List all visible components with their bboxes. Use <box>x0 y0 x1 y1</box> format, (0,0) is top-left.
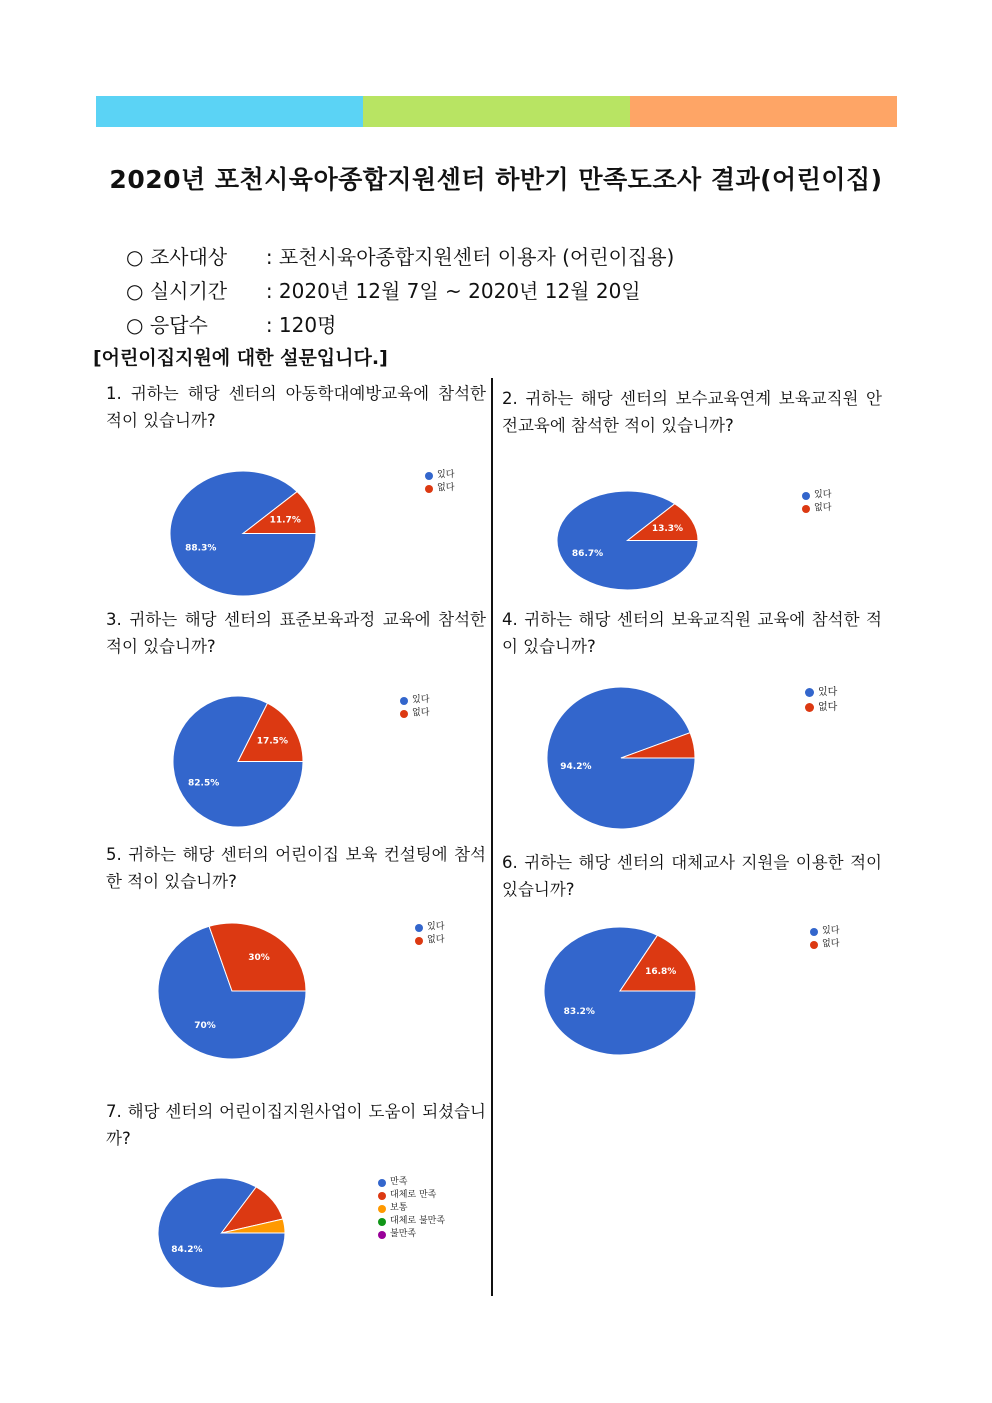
question-text: 6. 귀하는 해당 센터의 대체교사 지원을 이용한 적이 있습니까? <box>502 853 882 899</box>
info-label: 조사대상 <box>149 245 228 269</box>
legend-swatch <box>802 505 810 513</box>
header-color-bar <box>96 96 897 127</box>
legend-item <box>810 925 839 938</box>
legend-label: 있다 <box>427 922 445 932</box>
legend-item <box>802 502 831 515</box>
legend-item <box>378 1189 445 1202</box>
legend-item <box>425 482 454 495</box>
legend-item <box>415 934 444 947</box>
legend-6 <box>810 925 839 951</box>
legend-swatch <box>400 710 408 718</box>
legend-3 <box>400 694 429 720</box>
legend-swatch <box>805 688 814 697</box>
pie-data-label: 11.7% <box>269 515 301 526</box>
legend-swatch <box>400 697 408 705</box>
question-2 <box>502 385 882 439</box>
legend-label: 보통 <box>390 1203 408 1213</box>
question-text: 2. 귀하는 해당 센터의 보수교육연계 보육교직원 안전교육에 참석한 적이 있습니까? <box>502 389 882 435</box>
legend-swatch <box>425 485 433 493</box>
question-4 <box>502 606 882 660</box>
pie-chart-6 <box>544 927 696 1055</box>
legend-label: 있다 <box>818 687 838 698</box>
question-text: 5. 귀하는 해당 센터의 어린이집 보육 컨설팅에 참석한 적이 있습니까? <box>106 845 486 891</box>
pie-data-label: 88.3% <box>185 543 217 554</box>
info-value: 포천시육아종합지원센터 이용자 (어린이집용) <box>278 245 675 269</box>
pie-data-label: 86.7% <box>571 548 604 559</box>
pie-data-label: 30% <box>248 952 270 963</box>
legend-label: 있다 <box>822 926 840 936</box>
legend-label: 불만족 <box>390 1229 417 1239</box>
section-heading: [어린이집지원에 대한 설문입니다.] <box>93 347 388 369</box>
legend-item <box>805 685 837 700</box>
question-5 <box>106 841 486 895</box>
legend-item <box>802 489 831 502</box>
legend-item <box>378 1176 445 1189</box>
question-6 <box>502 849 882 903</box>
bullet: ○ <box>126 279 144 303</box>
bullet: ○ <box>126 245 144 269</box>
legend-swatch <box>415 924 423 932</box>
legend-swatch <box>810 941 818 949</box>
pie-data-label: 13.3% <box>651 524 684 535</box>
pie-data-label: 17.5% <box>256 736 288 747</box>
question-7 <box>106 1098 486 1152</box>
legend-label: 있다 <box>412 695 430 705</box>
header-bar-cyan <box>96 96 363 127</box>
legend-item <box>400 694 429 707</box>
bullet: ○ <box>126 313 144 337</box>
info-sep: : <box>265 313 273 337</box>
question-text: 4. 귀하는 해당 센터의 보육교직원 교육에 참석한 적이 있습니까? <box>502 610 882 656</box>
info-label: 응답수 <box>149 313 208 337</box>
legend-label: 대체로 만족 <box>390 1190 437 1200</box>
legend-label: 만족 <box>390 1177 408 1187</box>
pie-data-label: 84.2% <box>171 1245 203 1256</box>
legend-item <box>805 700 837 715</box>
legend-item <box>378 1228 445 1241</box>
pie-chart-7 <box>158 1178 285 1288</box>
survey-period-row <box>126 274 674 308</box>
legend-5 <box>415 921 444 947</box>
pie-data-label: 94.2% <box>560 761 592 772</box>
legend-swatch <box>810 928 818 936</box>
legend-label: 있다 <box>814 490 832 500</box>
pie-data-label: 83.2% <box>563 1006 595 1017</box>
pie-chart-2 <box>557 491 698 590</box>
pie-chart-5 <box>158 923 306 1059</box>
info-label: 실시기간 <box>149 279 228 303</box>
pie-data-label: 16.8% <box>645 967 677 978</box>
question-text: 3. 귀하는 해당 센터의 표준보육과정 교육에 참석한 적이 있습니까? <box>106 610 486 656</box>
legend-swatch <box>378 1205 386 1213</box>
legend-swatch <box>415 937 423 945</box>
question-1 <box>106 380 486 434</box>
legend-label: 없다 <box>412 708 430 718</box>
legend-item <box>400 707 429 720</box>
pie-chart-1 <box>170 471 316 596</box>
legend-label: 없다 <box>822 939 840 949</box>
legend-1 <box>425 469 454 495</box>
legend-4 <box>805 685 837 715</box>
legend-label: 없다 <box>814 503 832 513</box>
question-text: 1. 귀하는 해당 센터의 아동학대예방교육에 참석한 적이 있습니까? <box>106 384 486 430</box>
pie-chart-3 <box>173 696 303 827</box>
legend-swatch <box>378 1192 386 1200</box>
info-sep: : <box>265 279 273 303</box>
legend-swatch <box>802 492 810 500</box>
info-sep: : <box>265 245 273 269</box>
legend-swatch <box>378 1218 386 1226</box>
legend-item <box>810 938 839 951</box>
legend-item <box>425 469 454 482</box>
question-3 <box>106 606 486 660</box>
legend-7 <box>378 1176 445 1241</box>
legend-label: 없다 <box>437 483 455 493</box>
survey-info <box>126 240 674 342</box>
pie-chart-4 <box>547 687 695 829</box>
legend-item <box>378 1215 445 1228</box>
legend-swatch <box>378 1179 386 1187</box>
info-value: 120명 <box>278 313 337 337</box>
legend-item <box>378 1202 445 1215</box>
legend-item <box>415 921 444 934</box>
header-bar-orange <box>630 96 897 127</box>
legend-label: 대체로 불만족 <box>390 1216 446 1226</box>
survey-responses-row <box>126 308 674 342</box>
column-divider <box>491 378 493 1296</box>
pie-data-label: 82.5% <box>188 778 220 789</box>
legend-label: 있다 <box>437 470 455 480</box>
legend-2 <box>802 489 831 515</box>
pie-data-label: 70% <box>194 1021 216 1032</box>
survey-target-row <box>126 240 674 274</box>
legend-label: 없다 <box>818 702 838 713</box>
legend-swatch <box>378 1231 386 1239</box>
legend-swatch <box>805 703 814 712</box>
legend-label: 없다 <box>427 935 445 945</box>
question-text: 7. 해당 센터의 어린이집지원사업이 도움이 되셨습니까? <box>106 1102 486 1148</box>
legend-swatch <box>425 472 433 480</box>
header-bar-green <box>363 96 630 127</box>
page-title: 2020년 포천시육아종합지원센터 하반기 만족도조사 결과(어린이집) <box>109 165 883 194</box>
info-value: 2020년 12월 7일 ~ 2020년 12월 20일 <box>278 279 641 303</box>
